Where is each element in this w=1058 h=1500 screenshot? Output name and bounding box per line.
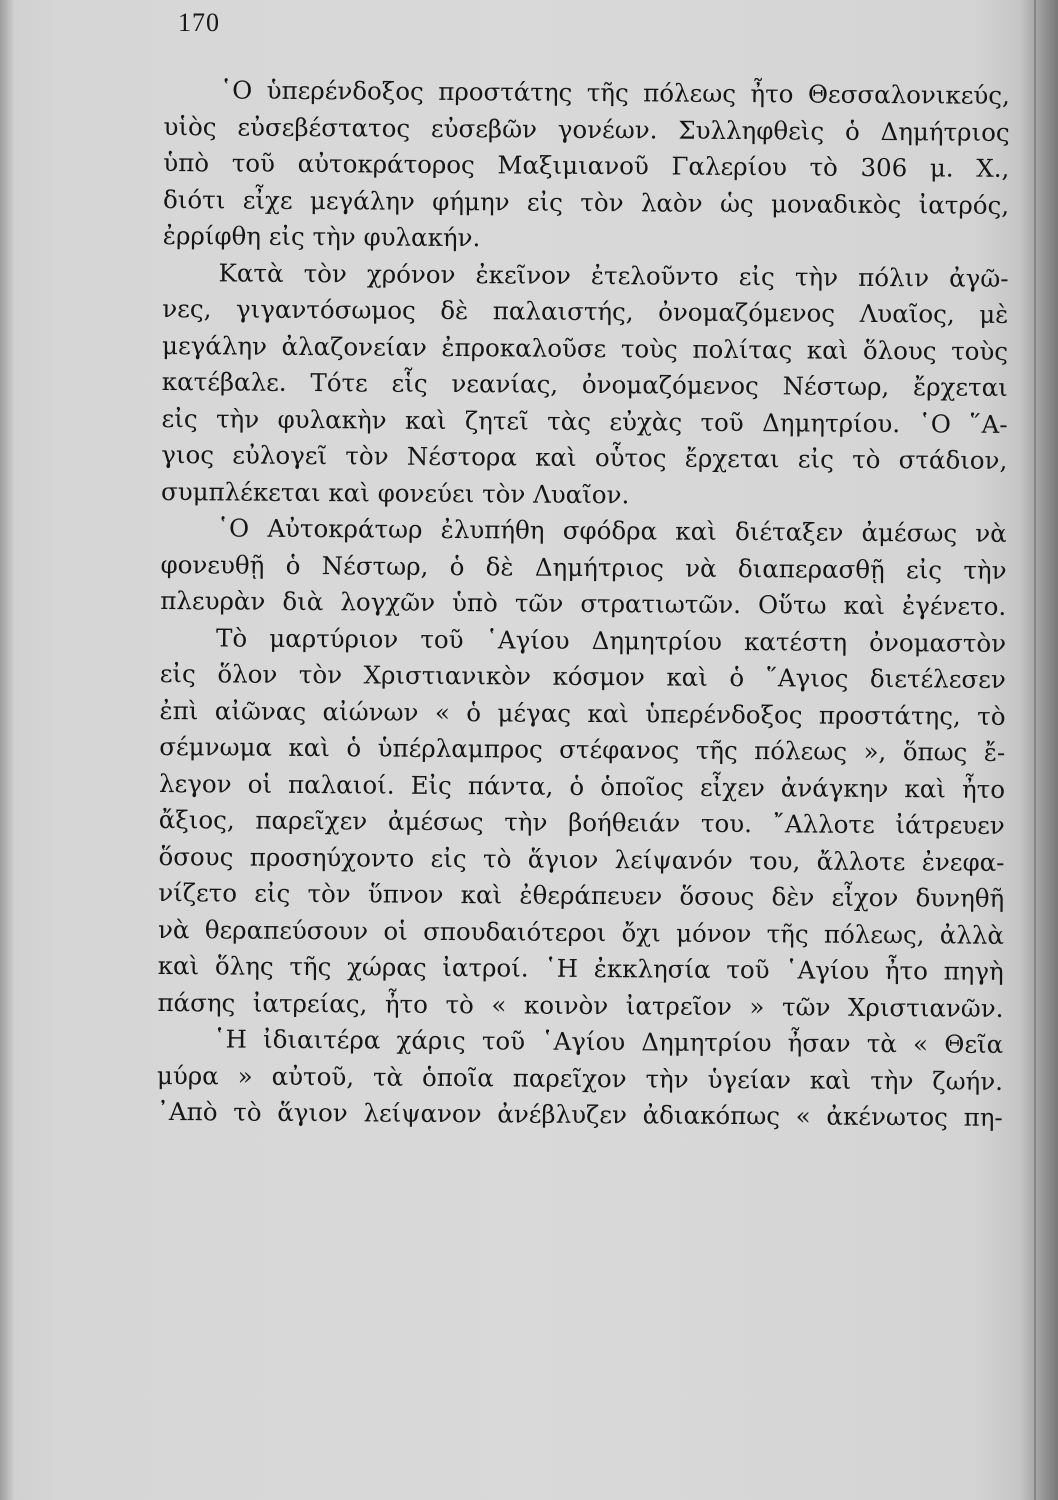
- text-line: μεγάλην ἀλαζονείαν ἐπροκαλοῦσε τοὺς πολίτας καὶ ὅλους τοὺς: [161, 330, 1009, 366]
- text-line: κατέβαλε. Τότε εἷς νεανίας, ὀνομαζόμενος Νέστωρ, ἔρχεται: [161, 366, 1008, 402]
- text-line: πάσης ἰατρείας, ἦτο τὸ « κοινὸν ἰατρεῖον » τῶν Χριστιανῶν.: [157, 987, 1004, 1023]
- page-edge-line: [1034, 0, 1036, 1500]
- text-line: ὑπὸ τοῦ αὐτοκράτορος Μαξιμιανοῦ Γαλερίου τὸ 306 μ. Χ.,: [163, 147, 1010, 183]
- page-gutter-shadow: [0, 0, 14, 1500]
- page-right-edge: [1020, 0, 1058, 1500]
- text-line: νὰ θεραπεύσουν οἱ σπουδαιότεροι ὄχι μόνον τῆς πόλεως, ἀλλὰ: [157, 914, 1005, 950]
- text-line: διότι εἶχε μεγάλην φήμην εἰς τὸν λαὸν ὡς μοναδικὸς ἰατρός,: [163, 184, 1010, 220]
- text-line: ῾Η ἰδιαιτέρα χάρις τοῦ ῾Αγίου Δημητρίου ἦσαν τὰ « Θεῖα: [213, 1024, 1004, 1059]
- text-line: ᾿Απὸ τὸ ἅγιον λείψανον ἀνέβλυζεν ἀδιακόπως « ἀκένωτος πη-: [156, 1096, 1003, 1132]
- text-line: ἐπὶ αἰῶνας αἰώνων « ὁ μέγας καὶ ὑπερένδοξος προστάτης, τὸ: [159, 695, 1006, 731]
- text-line: εἰς τὴν φυλακὴν καὶ ζητεῖ τὰς εὐχὰς τοῦ Δημητρίου. ῾Ο ῞Α-: [161, 403, 1008, 439]
- text-line: ὅσους προσηύχοντο εἰς τὸ ἅγιον λείψανόν του, ἄλλοτε ἐνεφα-: [158, 841, 1005, 877]
- text-line: ῾Ο ὑπερένδοξος προστάτης τῆς πόλεως ἦτο Θεσσαλονικεύς,: [219, 75, 1010, 110]
- text-line: φονευθῇ ὁ Νέστωρ, ὁ δὲ Δημήτριος νὰ διαπερασθῇ εἰς τὴν: [160, 549, 1007, 585]
- text-line: Κατὰ τὸν χρόνον ἐκεῖνον ἐτελοῦντο εἰς τὴν πόλιν ἀγῶ-: [218, 257, 1009, 293]
- text-line: μύρα » αὐτοῦ, τὰ ὁποῖα παρεῖχον τὴν ὑγείαν καὶ τὴν ζωήν.: [156, 1060, 1004, 1096]
- text-line: σέμνωμα καὶ ὁ ὑπέρλαμπρος στέφανος τῆς πόλεως », ὅπως ἔ-: [159, 731, 1006, 767]
- text-line: εἰς ὅλον τὸν Χριστιανικὸν κόσμον καὶ ὁ ῞Αγιος διετέλεσεν: [159, 658, 1006, 694]
- text-line: νες, γιγαντόσωμος δὲ παλαιστής, ὀνομαζόμενος Λυαῖος, μὲ: [162, 293, 1009, 329]
- text-line: υἱὸς εὐσεβέστατος εὐσεβῶν γονέων. Συλληφθεὶς ὁ Δημήτριος: [163, 111, 1010, 147]
- text-line: νίζετο εἰς τὸν ὕπνον καὶ ἐθεράπευεν ὅσους δὲν εἶχον δυνηθῆ: [158, 877, 1005, 913]
- text-line: πλευρὰν διὰ λογχῶν ὑπὸ τῶν στρατιωτῶν. Οὕτω καὶ ἐγένετο.: [160, 585, 1007, 621]
- text-line: Τὸ μαρτύριον τοῦ ῾Αγίου Δημητρίου κατέστη ὀνομαστὸν: [215, 622, 1007, 658]
- text-line: συμπλέκεται καὶ φονεύει τὸν Λυαῖον.: [160, 476, 630, 509]
- body-text: [157, 72, 1010, 1136]
- text-line: ῾Ο Αὐτοκράτωρ ἐλυπήθη σφόδρα καὶ διέταξεν ἀμέσως νὰ: [216, 513, 1007, 548]
- text-line: λεγον οἱ παλαιοί. Εἰς πάντα, ὁ ὁποῖος εἶχεν ἀνάγκην καὶ ἦτο: [158, 768, 1006, 804]
- text-line: γιος εὐλογεῖ τὸν Νέστορα καὶ οὗτος ἔρχεται εἰς τὸ στάδιον,: [161, 439, 1008, 475]
- page-number: 170: [178, 8, 220, 37]
- text-line: ἄξιος, παρεῖχεν ἀμέσως τὴν βοήθειάν του. ῎Αλλοτε ἰάτρευεν: [158, 804, 1005, 840]
- text-line: καὶ ὅλης τῆς χώρας ἰατροί. ῾Η ἐκκλησία τοῦ ῾Αγίου ἦτο πηγὴ: [157, 950, 1004, 986]
- text-line: ἐρρίφθη εἰς τὴν φυλακήν.: [162, 220, 481, 253]
